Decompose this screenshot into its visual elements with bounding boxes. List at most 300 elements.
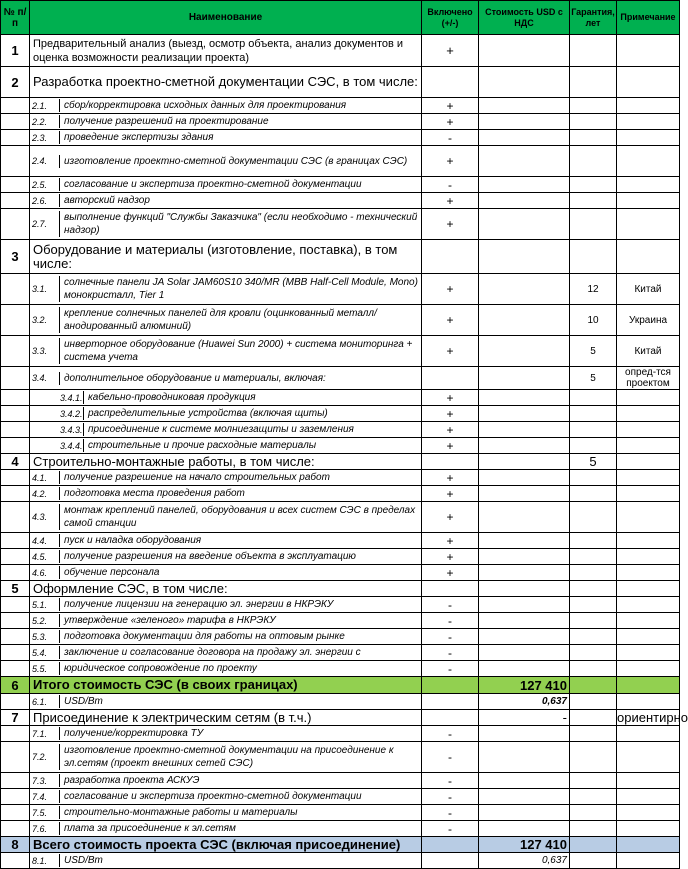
item-cell: [30, 789, 422, 805]
included-mark: -: [422, 629, 479, 645]
row-number: [1, 146, 30, 177]
item-name: сбор/корректировка исходных данных для проектирования: [64, 100, 347, 111]
note-value: [617, 422, 680, 438]
item-cell: [30, 305, 422, 336]
subitem-number: 7.3.: [30, 774, 60, 787]
cost-value: [479, 470, 570, 486]
included-mark: +: [422, 486, 479, 502]
note-value: [617, 805, 680, 821]
subitem-number: 2.1.: [30, 99, 60, 112]
item-name: изготовление проектно-сметной документации на присоединение к эл.сетям (проект внешних сетей СЭС): [64, 745, 394, 769]
item-cell: [30, 146, 422, 177]
cost-value: [479, 390, 570, 406]
note-value: [617, 130, 680, 146]
included-mark: -: [422, 789, 479, 805]
warranty-value: [570, 486, 617, 502]
note-value: [617, 549, 680, 565]
note-value: [617, 114, 680, 130]
included-mark: +: [422, 438, 479, 454]
cost-value: 127 410: [479, 677, 570, 694]
included-mark: +: [422, 209, 479, 240]
item-cell: [30, 422, 422, 438]
note-value: Китай: [617, 274, 680, 305]
table-row: [1, 645, 680, 661]
included-mark: +: [422, 390, 479, 406]
warranty-value: 5: [570, 336, 617, 367]
cost-value: [479, 502, 570, 533]
warranty-value: [570, 773, 617, 789]
row-number: [1, 305, 30, 336]
row-number: 3: [1, 240, 30, 274]
warranty-value: [570, 67, 617, 98]
included-mark: -: [422, 773, 479, 789]
note-value: [617, 661, 680, 677]
subitem-number: 4.1.: [30, 471, 60, 484]
subitem-number: 5.3.: [30, 630, 60, 643]
warranty-value: [570, 581, 617, 597]
item-name: подготовка документации для работы на оптовым рынке: [64, 631, 345, 642]
item-cell: [30, 853, 422, 869]
note-value: [617, 533, 680, 549]
subitem-number: 2.6.: [30, 194, 60, 207]
note-value: [617, 613, 680, 629]
item-name: обучение персонала: [64, 567, 160, 578]
note-value: [617, 470, 680, 486]
table-row: [1, 305, 680, 336]
included-mark: +: [422, 146, 479, 177]
warranty-value: [570, 645, 617, 661]
warranty-value: [570, 422, 617, 438]
cost-value: [479, 581, 570, 597]
item-name: USD/Вт: [64, 855, 103, 866]
included-mark: -: [422, 177, 479, 193]
note-value: [617, 597, 680, 613]
item-name: строительно-монтажные работы и материалы: [64, 807, 298, 818]
table-row: [1, 613, 680, 629]
row-number: 2: [1, 67, 30, 98]
included-mark: +: [422, 565, 479, 581]
subitem-number: 7.1.: [30, 727, 60, 740]
table-row: [1, 274, 680, 305]
cost-value: [479, 177, 570, 193]
cost-value: [479, 742, 570, 773]
subitem-number: 2.5.: [30, 178, 60, 191]
included-mark: +: [422, 193, 479, 209]
row-number: [1, 726, 30, 742]
warranty-value: [570, 677, 617, 694]
item-cell: [30, 821, 422, 837]
warranty-value: [570, 805, 617, 821]
included-mark: +: [422, 549, 479, 565]
table-row: [1, 146, 680, 177]
note-value: [617, 726, 680, 742]
subitem-number: 3.3.: [30, 338, 60, 364]
row-number: [1, 805, 30, 821]
subitem-number: 3.4.1.: [30, 391, 84, 404]
warranty-value: [570, 742, 617, 773]
subitem-number: 3.4.: [30, 372, 60, 385]
warranty-value: [570, 177, 617, 193]
cost-value: [479, 773, 570, 789]
table-row: [1, 837, 680, 853]
note-value: [617, 454, 680, 470]
cost-value: [479, 789, 570, 805]
item-name: согласование и экспертиза проектно-сметной документации: [64, 791, 362, 802]
item-name: плата за присоединение к эл.сетям: [64, 823, 236, 834]
table-row: [1, 661, 680, 677]
item-name: заключение и согласование договора на продажу эл. энергии с: [64, 647, 361, 658]
cost-value: [479, 422, 570, 438]
table-row: [1, 406, 680, 422]
row-number: [1, 438, 30, 454]
table-row: [1, 581, 680, 597]
item-cell: [30, 645, 422, 661]
table-row: [1, 367, 680, 390]
item-name: получение разрешение на начало строительных работ: [64, 472, 330, 483]
row-number: [1, 367, 30, 390]
item-cell: [30, 805, 422, 821]
table-row: [1, 789, 680, 805]
col-header-num: № п/п: [1, 1, 30, 35]
included-mark: [422, 367, 479, 390]
section-title: Оформление СЭС, в том числе:: [30, 581, 422, 597]
note-value: [617, 565, 680, 581]
item-cell: [30, 726, 422, 742]
subitem-number: 5.2.: [30, 614, 60, 627]
note-value: [617, 438, 680, 454]
row-number: [1, 114, 30, 130]
note-value: [617, 773, 680, 789]
table-row: [1, 773, 680, 789]
item-name: кабельно-проводниковая продукция: [88, 392, 256, 403]
cost-value: [479, 549, 570, 565]
row-number: [1, 773, 30, 789]
table-row: [1, 710, 680, 726]
warranty-value: [570, 146, 617, 177]
item-cell: [30, 177, 422, 193]
cost-value: [479, 438, 570, 454]
table-row: [1, 805, 680, 821]
cost-value: [479, 661, 570, 677]
table-row: [1, 422, 680, 438]
item-cell: [30, 209, 422, 240]
item-cell: [30, 661, 422, 677]
row-number: [1, 742, 30, 773]
included-mark: [422, 694, 479, 710]
row-number: [1, 853, 30, 869]
item-cell: [30, 406, 422, 422]
row-number: [1, 533, 30, 549]
table-row: [1, 130, 680, 146]
warranty-value: [570, 502, 617, 533]
table-row: [1, 35, 680, 67]
included-mark: [422, 240, 479, 274]
item-name: разработка проекта АСКУЭ: [64, 775, 200, 786]
included-mark: +: [422, 114, 479, 130]
cost-value: [479, 645, 570, 661]
item-cell: [30, 130, 422, 146]
row-number: [1, 470, 30, 486]
cost-value: 0,637: [479, 694, 570, 710]
row-number: [1, 98, 30, 114]
row-number: [1, 486, 30, 502]
warranty-value: [570, 837, 617, 853]
cost-value: [479, 130, 570, 146]
row-number: [1, 130, 30, 146]
cost-value: [479, 454, 570, 470]
warranty-value: [570, 597, 617, 613]
row-number: 8: [1, 837, 30, 853]
table-row: [1, 677, 680, 694]
section-title: Всего стоимость проекта СЭС (включая присоединение): [30, 837, 422, 853]
row-number: [1, 694, 30, 710]
item-cell: [30, 549, 422, 565]
col-header-cost: Стоимость USD с НДС: [479, 1, 570, 35]
item-cell: [30, 597, 422, 613]
note-value: [617, 629, 680, 645]
note-value: [617, 821, 680, 837]
table-row: [1, 193, 680, 209]
warranty-value: [570, 629, 617, 645]
item-cell: [30, 742, 422, 773]
note-value: [617, 240, 680, 274]
warranty-value: [570, 193, 617, 209]
included-mark: +: [422, 274, 479, 305]
note-value: Украина: [617, 305, 680, 336]
row-number: 1: [1, 35, 30, 67]
included-mark: -: [422, 821, 479, 837]
item-cell: [30, 438, 422, 454]
cost-value: [479, 533, 570, 549]
included-mark: [422, 581, 479, 597]
warranty-value: [570, 98, 617, 114]
subitem-number: 7.6.: [30, 822, 60, 835]
item-name: солнечные панели JA Solar JAM60S10 340/MR (MBB Half-Cell Module, Mono) монокристалл, Tier 1: [64, 277, 418, 301]
warranty-value: [570, 390, 617, 406]
note-value: опред-тся проектом: [617, 367, 680, 390]
included-mark: [422, 710, 479, 726]
note-value: [617, 406, 680, 422]
note-value: Китай: [617, 336, 680, 367]
item-name: получение лицензии на генерацию эл. энергии в НКРЭКУ: [64, 599, 334, 610]
included-mark: +: [422, 305, 479, 336]
item-cell: [30, 629, 422, 645]
cost-value: [479, 805, 570, 821]
table-row: [1, 177, 680, 193]
cost-value: -: [479, 710, 570, 726]
table-row: [1, 629, 680, 645]
cost-value: [479, 67, 570, 98]
item-name: получение разрешения на введение объекта в эксплуатацию: [64, 551, 356, 562]
cost-value: [479, 821, 570, 837]
cost-value: [479, 565, 570, 581]
warranty-value: [570, 438, 617, 454]
note-value: [617, 146, 680, 177]
row-number: [1, 613, 30, 629]
warranty-value: 5: [570, 367, 617, 390]
included-mark: +: [422, 502, 479, 533]
item-cell: [30, 613, 422, 629]
table-row: [1, 336, 680, 367]
item-cell: [30, 470, 422, 486]
subitem-number: 4.3.: [30, 504, 60, 530]
table-row: [1, 114, 680, 130]
note-value: [617, 694, 680, 710]
cost-value: [479, 486, 570, 502]
item-cell: [30, 367, 422, 390]
warranty-value: 10: [570, 305, 617, 336]
warranty-value: [570, 130, 617, 146]
note-value: [617, 486, 680, 502]
item-cell: [30, 502, 422, 533]
subitem-number: 3.4.2.: [30, 407, 84, 420]
warranty-value: [570, 726, 617, 742]
subitem-number: 3.2.: [30, 307, 60, 333]
row-number: [1, 336, 30, 367]
included-mark: +: [422, 35, 479, 67]
cost-value: [479, 597, 570, 613]
item-cell: [30, 336, 422, 367]
item-name: пуск и наладка оборудования: [64, 535, 202, 546]
subitem-number: 4.5.: [30, 550, 60, 563]
section-title: Разработка проектно-сметной документации СЭС, в том числе:: [30, 67, 422, 98]
row-number: [1, 549, 30, 565]
item-name: строительные и прочие расходные материалы: [88, 440, 317, 451]
note-value: [617, 390, 680, 406]
included-mark: [422, 67, 479, 98]
cost-value: [479, 98, 570, 114]
subitem-number: 4.6.: [30, 566, 60, 579]
cost-value: [479, 726, 570, 742]
row-number: [1, 789, 30, 805]
subitem-number: 2.7.: [30, 211, 60, 237]
cost-value: [479, 193, 570, 209]
item-cell: [30, 390, 422, 406]
row-number: [1, 406, 30, 422]
cost-value: 0,637: [479, 853, 570, 869]
included-mark: -: [422, 130, 479, 146]
table-row: [1, 486, 680, 502]
table-row: [1, 98, 680, 114]
item-name: согласование и экспертиза проектно-сметной документации: [64, 179, 362, 190]
table-row: [1, 726, 680, 742]
included-mark: -: [422, 726, 479, 742]
warranty-value: [570, 470, 617, 486]
warranty-value: [570, 565, 617, 581]
cost-value: [479, 629, 570, 645]
included-mark: [422, 677, 479, 694]
table-row: [1, 565, 680, 581]
row-number: [1, 209, 30, 240]
section-title: Итого стоимость СЭС (в своих границах): [30, 677, 422, 694]
cost-value: [479, 240, 570, 274]
note-value: [617, 789, 680, 805]
note-value: [617, 742, 680, 773]
warranty-value: [570, 406, 617, 422]
row-number: 6: [1, 677, 30, 694]
subitem-number: 5.5.: [30, 662, 60, 675]
table-row: [1, 742, 680, 773]
table-row: [1, 454, 680, 470]
section-title: Оборудование и материалы (изготовление, поставка), в том числе:: [30, 240, 422, 274]
subitem-number: 6.1.: [30, 695, 60, 708]
item-name: получение/корректировка ТУ: [64, 728, 204, 739]
table-row: [1, 502, 680, 533]
table-row: [1, 67, 680, 98]
section-title: Предварительный анализ (выезд, осмотр объекта, анализ документов и оценка возможности реализации проекта): [30, 35, 422, 67]
cost-value: [479, 35, 570, 67]
item-cell: [30, 694, 422, 710]
note-value: [617, 581, 680, 597]
warranty-value: [570, 821, 617, 837]
item-cell: [30, 98, 422, 114]
note-value: ориентирно: [617, 710, 688, 725]
item-cell: [30, 773, 422, 789]
item-name: получение разрешений на проектирование: [64, 116, 269, 127]
item-name: инверторное оборудование (Huawei Sun 2000) + система мониторинга + система учета: [64, 339, 413, 363]
subitem-number: 2.3.: [30, 131, 60, 144]
subitem-number: 7.5.: [30, 806, 60, 819]
item-name: присоединение к системе молниезащиты и заземления: [88, 424, 354, 435]
table-row: [1, 533, 680, 549]
item-cell: [30, 193, 422, 209]
row-number: [1, 274, 30, 305]
col-header-name: Наименование: [30, 1, 422, 35]
table-row: [1, 390, 680, 406]
table-row: [1, 853, 680, 869]
cost-value: [479, 209, 570, 240]
header-row: [1, 1, 680, 35]
row-number: 5: [1, 581, 30, 597]
item-cell: [30, 565, 422, 581]
note-value: [617, 502, 680, 533]
cost-value: [479, 146, 570, 177]
included-mark: -: [422, 597, 479, 613]
warranty-value: [570, 533, 617, 549]
note-value: [617, 177, 680, 193]
warranty-value: [570, 710, 617, 726]
warranty-value: [570, 694, 617, 710]
included-mark: [422, 837, 479, 853]
table-row: [1, 694, 680, 710]
row-number: [1, 177, 30, 193]
warranty-value: 5: [570, 454, 617, 470]
included-mark: -: [422, 645, 479, 661]
subitem-number: 5.1.: [30, 598, 60, 611]
warranty-value: [570, 35, 617, 67]
note-value: [617, 853, 680, 869]
warranty-value: [570, 209, 617, 240]
included-mark: +: [422, 533, 479, 549]
subitem-number: 2.4.: [30, 155, 60, 168]
included-mark: +: [422, 98, 479, 114]
included-mark: -: [422, 805, 479, 821]
item-cell: [30, 486, 422, 502]
row-number: [1, 390, 30, 406]
note-value: [617, 837, 680, 853]
cost-value: [479, 406, 570, 422]
subitem-number: 8.1.: [30, 854, 60, 867]
table-row: [1, 209, 680, 240]
section-title: Присоединение к электрическим сетям (в т.ч.): [30, 710, 422, 726]
col-header-included: Включено (+/-): [422, 1, 479, 35]
item-name: крепление солнечных панелей для кровли (оцинкованный металл/анодированный алюминий): [64, 308, 377, 332]
cost-value: [479, 305, 570, 336]
item-cell: [30, 274, 422, 305]
included-mark: -: [422, 661, 479, 677]
row-number: [1, 661, 30, 677]
cost-value: [479, 613, 570, 629]
